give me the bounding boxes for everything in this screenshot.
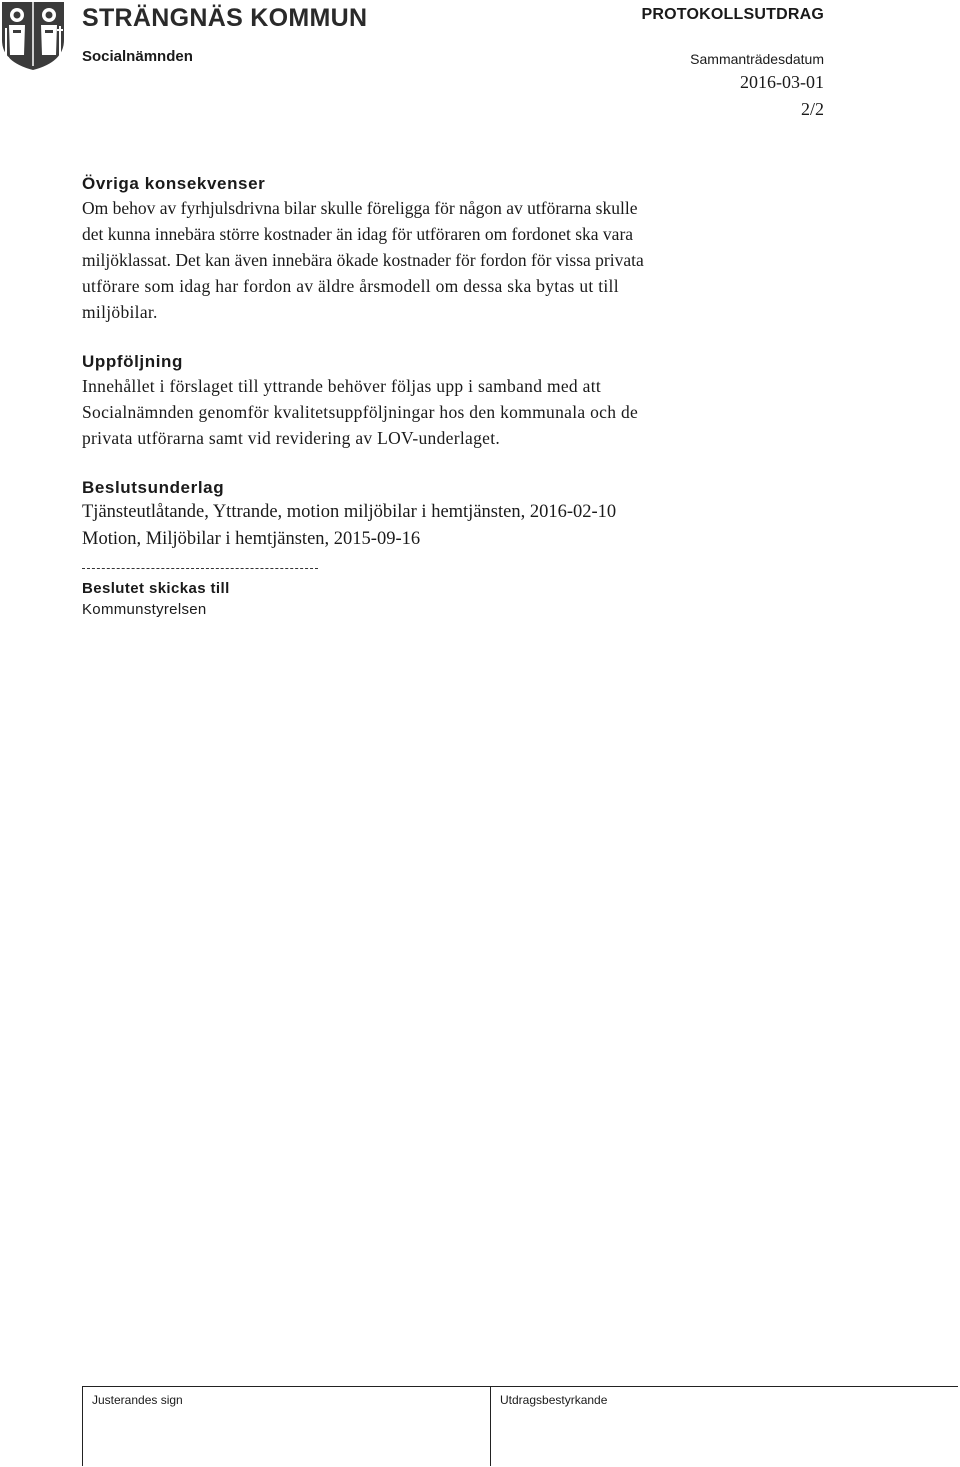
paragraph-line: miljöbilar.	[82, 302, 158, 322]
coat-of-arms-logo-icon	[0, 0, 66, 72]
adjuster-sign-label: Justerandes sign	[92, 1393, 183, 1407]
paragraph-line: utförare som idag har fordon av äldre årsmodell om dessa ska bytas ut till	[82, 276, 619, 296]
distribution-heading: Beslutet skickas till	[82, 580, 230, 597]
section-heading: Beslutsunderlag	[82, 478, 225, 497]
section-beslutsunderlag	[82, 477, 842, 553]
committee-name: Socialnämnden	[82, 48, 193, 65]
paragraph-line: Innehållet i förslaget till yttrande behöver följas upp i samband med att	[82, 376, 602, 396]
paragraph-line: privata utförarna samt vid revidering av LOV-underlaget.	[82, 428, 501, 448]
distribution-recipient: Kommunstyrelsen	[82, 601, 207, 618]
section-heading: Övriga konsekvenser	[82, 174, 266, 193]
meeting-date-label: Sammanträdesdatum	[690, 51, 824, 67]
paragraph-line: miljöklassat. Det kan även innebära ökade kostnader för fordon för vissa privata	[82, 250, 644, 270]
section-ovriga-konsekvenser	[82, 173, 842, 325]
adjuster-sign-box	[82, 1387, 491, 1466]
separator-line	[82, 568, 318, 569]
document-type: PROTOKOLLSUTDRAG	[641, 6, 824, 23]
section-heading: Uppföljning	[82, 352, 184, 371]
meeting-date: 2016-03-01	[740, 72, 824, 92]
signature-footer	[82, 1386, 958, 1466]
paragraph-line: det kunna innebära större kostnader än idag för utföraren om fordonet ska vara	[82, 224, 634, 244]
document-reference: Motion, Miljöbilar i hemtjänsten, 2015-09-16	[82, 529, 421, 549]
paragraph-line: Om behov av fyrhjulsdrivna bilar skulle föreligga för någon av utförarna skulle	[82, 198, 638, 218]
municipality-name: STRÄNGNÄS KOMMUN	[82, 4, 368, 32]
paragraph-line: Socialnämnden genomför kvalitetsuppföljningar hos den kommunala och de	[82, 402, 639, 422]
section-uppfoljning	[82, 351, 842, 451]
certification-box	[490, 1387, 958, 1466]
page-number: 2/2	[800, 99, 824, 119]
document-reference: Tjänsteutlåtande, Yttrande, motion miljöbilar i hemtjänsten, 2016-02-10	[82, 502, 617, 522]
certification-label: Utdragsbestyrkande	[500, 1393, 608, 1407]
